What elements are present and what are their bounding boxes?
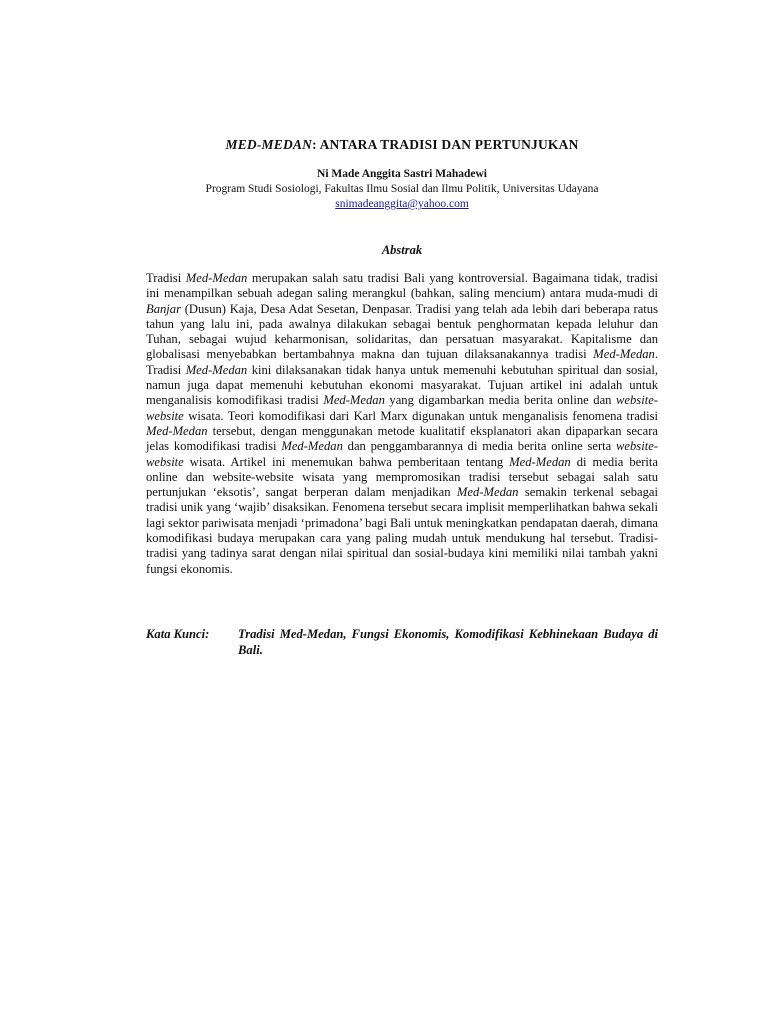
author-affiliation: Program Studi Sosiologi, Fakultas Ilmu Sosial dan Ilmu Politik, Universitas Udayana (205, 183, 599, 195)
keywords-label: Kata Kunci: (146, 627, 210, 641)
abstract-italic: website-website (146, 439, 658, 469)
abstract-italic: Med-Medan (185, 271, 248, 285)
abstract-text: wisata. Artikel ini menemukan bahwa pemberitaan tentang (183, 454, 510, 469)
email-link[interactable]: snimadeanggita@yahoo.com (335, 198, 469, 210)
abstract-italic: Med-Medan (509, 454, 571, 469)
abstract-text: tersebut, dengan menggunakan metode kualitatif eksplanatori akan dipaparkan secara jelas komodifikasi tradisi (146, 423, 658, 454)
abstract-text: Tradisi (146, 271, 186, 285)
abstract-text: (Dusun) Kaja, Desa Adat Sesetan, Denpasar. Tradisi yang telah ada lebih dari beberapa ratus tahun yang lalu ini, pada awalnya dilakukan sebagai bentuk penghormatan kepada leluhur dan Tuhan, sebagai wujud keharmonisan, solidaritas, dan persatuan masyarakat. Kapitalisme dan globalisasi menyebabkan bertambahnya makna dan tujuan dilaksanakannya tradisi (146, 301, 658, 362)
abstract-italic: website-website (146, 393, 658, 423)
abstract-italic: Med-Medan (146, 423, 208, 438)
author-email (146, 198, 658, 210)
abstract-text: yang digambarkan media berita online dan (384, 393, 617, 408)
abstract-text: dan penggambarannya di media berita online serta (342, 439, 617, 454)
paper-title (146, 137, 658, 153)
abstract-text: kini dilaksanakan tidak hanya untuk memenuhi kebutuhan spiritual dan sosial, namun juga dapat memenuhi kebutuhan ekonomi masyarakat. Tujuan artikel ini adalah untuk menganalisis komodifikasi tradisi (146, 362, 658, 408)
abstract-italic: Med-Medan (185, 362, 248, 377)
abstract-text: wisata. Teori komodifikasi dari Karl Marx digunakan untuk menganalisis fenomena tradisi (183, 408, 658, 423)
title-rest: : ANTARA TRADISI DAN PERTUNJUKAN (312, 137, 579, 152)
abstract-body (146, 271, 658, 577)
abstract-italic: Med-Medan (456, 485, 519, 500)
title-italic-part: MED-MEDAN (225, 137, 313, 152)
keywords-block (146, 627, 658, 658)
abstract-text: . Tradisi (146, 347, 658, 377)
author-name: Ni Made Anggita Sastri Mahadewi (317, 168, 487, 180)
abstract-text: di media berita online dan website-website wisata yang mempromosikan tradisi tersebut sebagai salah satu pertunjukan ‘eksotis’, sangat berperan dalam menjadikan (146, 454, 658, 500)
abstract-italic: Med-Medan (281, 439, 343, 454)
abstract-italic: Banjar (146, 301, 181, 316)
abstract-italic: Med-Medan (323, 393, 385, 408)
keywords-text: Tradisi Med-Medan, Fungsi Ekonomis, Komodifikasi Kebhinekaan Budaya di Bali. (238, 627, 658, 657)
abstract-italic: Med-Medan (593, 347, 655, 362)
abstract-heading: Abstrak (381, 243, 423, 257)
abstract-text: semakin terkenal sebagai tradisi unik yang ‘wajib’ disaksikan. Fenomena tersebut secara implisit memperlihatkan bahwa sekali lagi sektor pariwisata menjadi ‘primadona’ bagi Bali untuk meningkatkan pendapatan daerah, dimana komodifikasi budaya merupakan cara yang paling mudah untuk mendukung hal tersebut. Tradisi-tradisi yang tadinya sarat dengan nilai spiritual dan sosial-budaya kini memiliki nilai tambah yakni fungsi ekonomis. (146, 485, 659, 576)
abstract-text: merupakan salah satu tradisi Bali yang kontroversial. Bagaimana tidak, tradisi ini menampilkan sebuah adegan saling merangkul (bahkan, saling mencium) antara muda-mudi di (146, 271, 658, 301)
